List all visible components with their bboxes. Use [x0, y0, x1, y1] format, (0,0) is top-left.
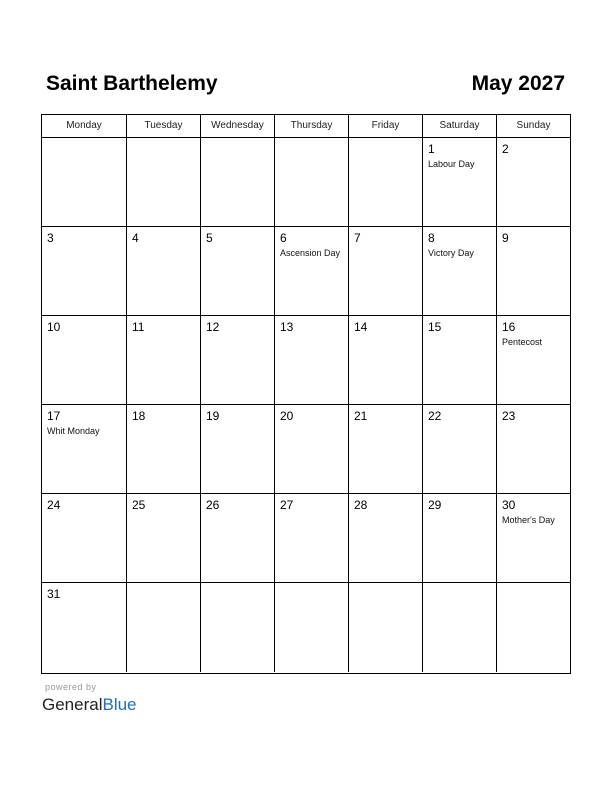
- calendar-day-cell[interactable]: [42, 405, 127, 493]
- holiday-label: Pentecost: [502, 337, 543, 347]
- day-number: 6: [280, 231, 287, 245]
- dow-tuesday: Tuesday: [127, 115, 201, 137]
- calendar-day-cell[interactable]: [42, 494, 127, 582]
- calendar-day-cell[interactable]: [201, 405, 275, 493]
- calendar-day-cell[interactable]: [423, 405, 497, 493]
- day-number: 5: [206, 231, 213, 245]
- calendar-country-title: Saint Barthelemy: [46, 72, 218, 95]
- calendar-day-cell[interactable]: [275, 583, 349, 672]
- day-number: 15: [428, 320, 442, 334]
- calendar-week-row: [42, 405, 570, 494]
- day-number: 9: [502, 231, 509, 245]
- day-number: 25: [132, 498, 146, 512]
- calendar-day-cell[interactable]: [349, 494, 423, 582]
- calendar-day-cell[interactable]: [127, 405, 201, 493]
- brand-logo[interactable]: [42, 694, 137, 716]
- brand-blue-text: Blue: [102, 695, 137, 714]
- calendar-day-cell[interactable]: [42, 227, 127, 315]
- day-number: 28: [354, 498, 368, 512]
- day-number: 7: [354, 231, 361, 245]
- calendar-day-cell[interactable]: [201, 494, 275, 582]
- calendar-day-cell[interactable]: [42, 316, 127, 404]
- holiday-label: Victory Day: [428, 248, 474, 258]
- calendar-day-cell[interactable]: [201, 316, 275, 404]
- day-number: 19: [206, 409, 220, 423]
- day-number: 23: [502, 409, 516, 423]
- day-number: 24: [47, 498, 61, 512]
- calendar-day-cell[interactable]: [127, 494, 201, 582]
- calendar-day-cell[interactable]: [349, 405, 423, 493]
- calendar-day-cell[interactable]: [127, 138, 201, 226]
- day-number: 22: [428, 409, 442, 423]
- weeks-container: [42, 138, 570, 672]
- calendar-day-cell[interactable]: [201, 583, 275, 672]
- day-number: 11: [132, 320, 145, 334]
- calendar-day-cell[interactable]: [497, 494, 570, 582]
- calendar-week-row: [42, 583, 570, 672]
- calendar-day-cell[interactable]: [127, 583, 201, 672]
- calendar-month-title: May 2027: [471, 72, 565, 95]
- dow-sunday: Sunday: [516, 120, 551, 131]
- calendar-day-cell[interactable]: [349, 583, 423, 672]
- day-number: 12: [206, 320, 220, 334]
- calendar-day-cell[interactable]: [423, 583, 497, 672]
- calendar-day-cell[interactable]: [201, 138, 275, 226]
- holiday-label: Whit Monday: [47, 426, 100, 436]
- calendar-day-cell[interactable]: [275, 227, 349, 315]
- holiday-label: Labour Day: [428, 159, 475, 169]
- calendar-week-row: [42, 494, 570, 583]
- calendar-day-cell[interactable]: [349, 316, 423, 404]
- day-number: 10: [47, 320, 61, 334]
- powered-by-label: powered by: [45, 682, 97, 692]
- dow-saturday: Saturday: [423, 115, 497, 137]
- day-number: 2: [502, 142, 509, 156]
- day-of-week-header: [42, 115, 570, 138]
- calendar-day-cell[interactable]: [349, 227, 423, 315]
- calendar-week-row: [42, 138, 570, 227]
- calendar-day-cell[interactable]: [423, 494, 497, 582]
- calendar-day-cell[interactable]: [127, 316, 201, 404]
- day-number: 14: [354, 320, 368, 334]
- dow-thursday: Thursday: [275, 115, 349, 137]
- calendar-week-row: [42, 316, 570, 405]
- day-number: 29: [428, 498, 442, 512]
- day-number: 21: [354, 409, 368, 423]
- day-number: 17: [47, 409, 61, 423]
- calendar-day-cell[interactable]: [275, 316, 349, 404]
- calendar-day-cell[interactable]: [42, 583, 127, 672]
- calendar-day-cell[interactable]: [423, 227, 497, 315]
- calendar-grid: [41, 114, 571, 674]
- calendar-day-cell[interactable]: [423, 316, 497, 404]
- calendar-day-cell[interactable]: [349, 138, 423, 226]
- calendar-day-cell[interactable]: [42, 138, 127, 226]
- day-number: 1: [428, 142, 435, 156]
- calendar-day-cell[interactable]: [497, 583, 570, 672]
- calendar-day-cell[interactable]: [275, 405, 349, 493]
- calendar-day-cell[interactable]: [275, 138, 349, 226]
- holiday-label: Ascension Day: [280, 248, 341, 258]
- day-number: 30: [502, 498, 516, 512]
- day-number: 3: [47, 231, 54, 245]
- day-number: 27: [280, 498, 294, 512]
- day-number: 16: [502, 320, 516, 334]
- calendar-day-cell[interactable]: [497, 138, 570, 226]
- dow-friday: Friday: [349, 115, 423, 137]
- day-number: 8: [428, 231, 435, 245]
- footer-branding: [42, 682, 137, 716]
- calendar-day-cell[interactable]: [497, 405, 570, 493]
- calendar-day-cell[interactable]: [201, 227, 275, 315]
- calendar-day-cell[interactable]: [497, 316, 570, 404]
- calendar-day-cell[interactable]: [275, 494, 349, 582]
- dow-monday: Monday: [42, 115, 127, 137]
- day-number: 4: [132, 231, 139, 245]
- calendar-week-row: [42, 227, 570, 316]
- day-number: 13: [280, 320, 294, 334]
- calendar-day-cell[interactable]: [423, 138, 497, 226]
- calendar-day-cell[interactable]: [497, 227, 570, 315]
- day-number: 31: [47, 587, 61, 601]
- holiday-label: Mother's Day: [502, 515, 555, 525]
- calendar-day-cell[interactable]: [127, 227, 201, 315]
- dow-wednesday: Wednesday: [201, 115, 275, 137]
- day-number: 26: [206, 498, 220, 512]
- brand-general-text: General: [42, 695, 103, 714]
- day-number: 20: [280, 409, 294, 423]
- day-number: 18: [132, 409, 146, 423]
